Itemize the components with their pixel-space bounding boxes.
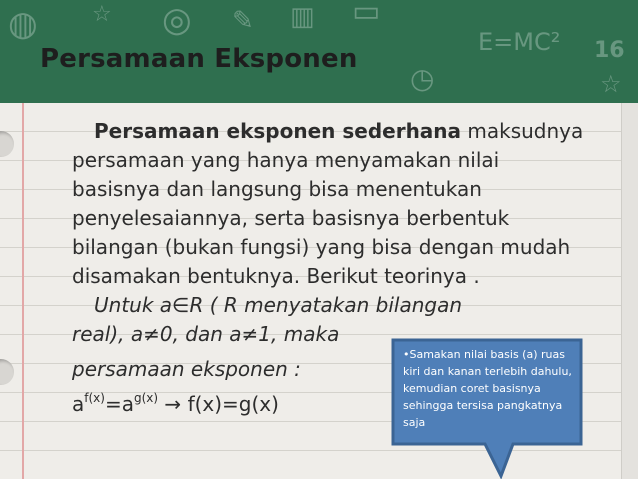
paragraph-1-first-line <box>72 117 612 146</box>
theorem-line: Untuk a∈R ( R menyatakan bilangan <box>94 293 463 317</box>
text-line: penyelesaiannya, serta basisnya berbentuk <box>72 206 510 230</box>
header-banner <box>0 0 638 103</box>
chart-doodle-icon: ▥ <box>290 2 315 32</box>
first-line-rest: maksudnya <box>461 119 584 143</box>
text-line: basisnya dan langsung bisa menentukan <box>72 177 482 201</box>
star2-doodle-icon: ☆ <box>600 70 622 98</box>
binder-hole-icon <box>0 359 14 385</box>
page-title: Persamaan Eksponen <box>40 44 358 74</box>
formula-doodle: E=MC² <box>478 28 561 56</box>
formula-exponent-g: g(x) <box>133 391 159 405</box>
calendar-doodle: 16 <box>594 38 625 63</box>
text-line: disamakan bentuknya. Berikut teorinya . <box>72 264 480 288</box>
ball-doodle-icon: ◎ <box>162 0 192 40</box>
right-edge-strip <box>621 103 638 479</box>
globe-doodle-icon: ◍ <box>8 4 38 44</box>
formula-base: a <box>72 392 85 416</box>
formula-equals: =a <box>104 392 134 416</box>
text-line: bilangan (bukan fungsi) yang bisa dengan mudah <box>72 235 571 259</box>
star-doodle-icon: ☆ <box>92 2 112 27</box>
arrow-icon: → <box>158 392 188 416</box>
clock-doodle-icon: ◷ <box>410 62 435 95</box>
pencil-doodle-icon: ✎ <box>232 6 254 36</box>
theorem-line: real), a≠0, dan a≠1, maka <box>72 322 340 346</box>
binder-holes <box>0 103 26 479</box>
callout-text: •Samakan nilai basis (a) ruas kiri dan kanan terlebih dahulu, kemudian coret basisnya sehingga tersisa pangkatnya saja <box>403 348 572 429</box>
formula-result: f(x)=g(x) <box>187 392 279 416</box>
theorem-line: persamaan eksponen : <box>72 357 301 381</box>
callout-note <box>393 338 581 444</box>
text-line: persamaan yang hanya menyamakan nilai <box>72 148 500 172</box>
bold-term: Persamaan eksponen sederhana <box>94 119 462 143</box>
book-doodle-icon: ▭ <box>352 0 381 29</box>
formula-exponent-f: f(x) <box>84 391 105 405</box>
binder-hole-icon <box>0 131 14 157</box>
